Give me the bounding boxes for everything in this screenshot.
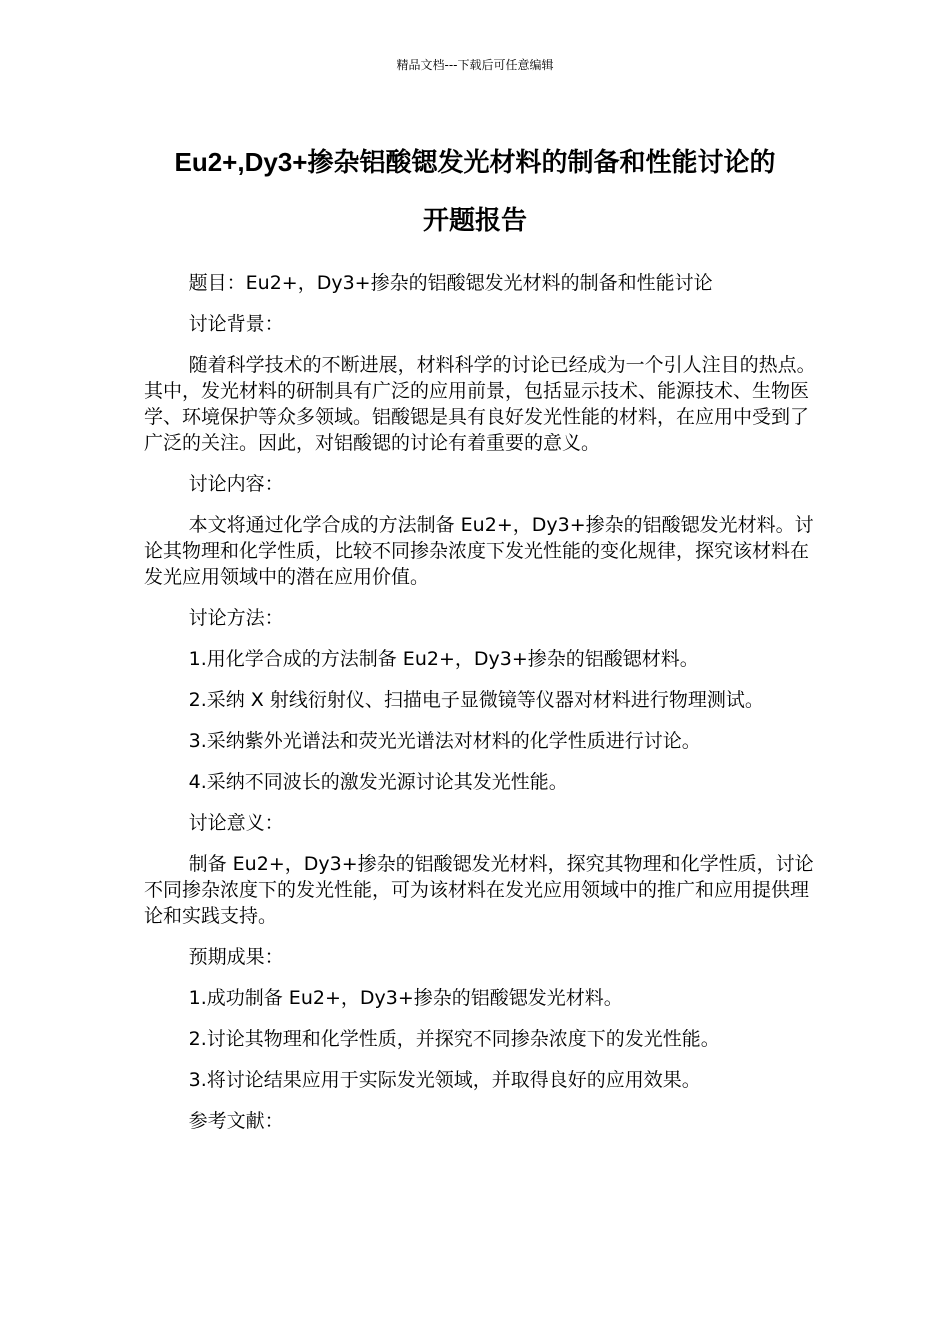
section-heading-background: 讨论背景： [188, 313, 284, 335]
title-line-2: 开题报告 [422, 205, 527, 235]
section-heading-significance: 讨论意义： [188, 812, 284, 834]
document-body [144, 270, 820, 1149]
section-heading-content: 讨论内容： [188, 473, 284, 495]
outcome-item-1: 1.成功制备 Eu2+，Dy3+掺杂的铝酸锶发光材料。 [188, 987, 623, 1009]
header-note: 精品文档---下载后可任意编辑 [396, 58, 554, 72]
background-paragraph: 随着科学技术的不断进展，材料科学的讨论已经成为一个引人注目的热点。其中，发光材料的研制具有广泛的应用前景，包括显示技术、能源技术、生物医学、环境保护等众多领域。铝酸锶是具有良好发光性能的材料，在应用中受到了广泛的关注。因此，对铝酸锶的讨论有着重要的意义。 [144, 354, 816, 454]
content-paragraph: 本文将通过化学合成的方法制备 Eu2+，Dy3+掺杂的铝酸锶发光材料。讨论其物理和化学性质，比较不同掺杂浓度下发光性能的变化规律，探究该材料在发光应用领域中的潜在应用价值。 [144, 514, 814, 588]
method-item-1: 1.用化学合成的方法制备 Eu2+，Dy3+掺杂的铝酸锶材料。 [188, 648, 699, 670]
title-line-1: Eu2+,Dy3+掺杂铝酸锶发光材料的制备和性能讨论的 [174, 147, 776, 177]
method-item-2: 2.采纳 X 射线衍射仪、扫描电子显微镜等仪器对材料进行物理测试。 [188, 689, 764, 711]
section-heading-methods: 讨论方法： [188, 607, 284, 629]
method-item-3: 3.采纳紫外光谱法和荧光光谱法对材料的化学性质进行讨论。 [188, 730, 701, 752]
document-title [120, 133, 830, 249]
outcome-item-3: 3.将讨论结果应用于实际发光领域，并取得良好的应用效果。 [188, 1069, 701, 1091]
outcome-item-2: 2.讨论其物理和化学性质，并探究不同掺杂浓度下的发光性能。 [188, 1028, 720, 1050]
topic-paragraph: 题目：Eu2+，Dy3+掺杂的铝酸锶发光材料的制备和性能讨论 [188, 272, 713, 294]
method-item-4: 4.采纳不同波长的激发光源讨论其发光性能。 [188, 771, 568, 793]
significance-paragraph: 制备 Eu2+，Dy3+掺杂的铝酸锶发光材料，探究其物理和化学性质，讨论不同掺杂浓度下的发光性能，可为该材料在发光应用领域中的推广和应用提供理论和实践支持。 [144, 853, 814, 927]
section-heading-references: 参考文献： [188, 1110, 284, 1132]
section-heading-outcomes: 预期成果： [188, 946, 284, 968]
